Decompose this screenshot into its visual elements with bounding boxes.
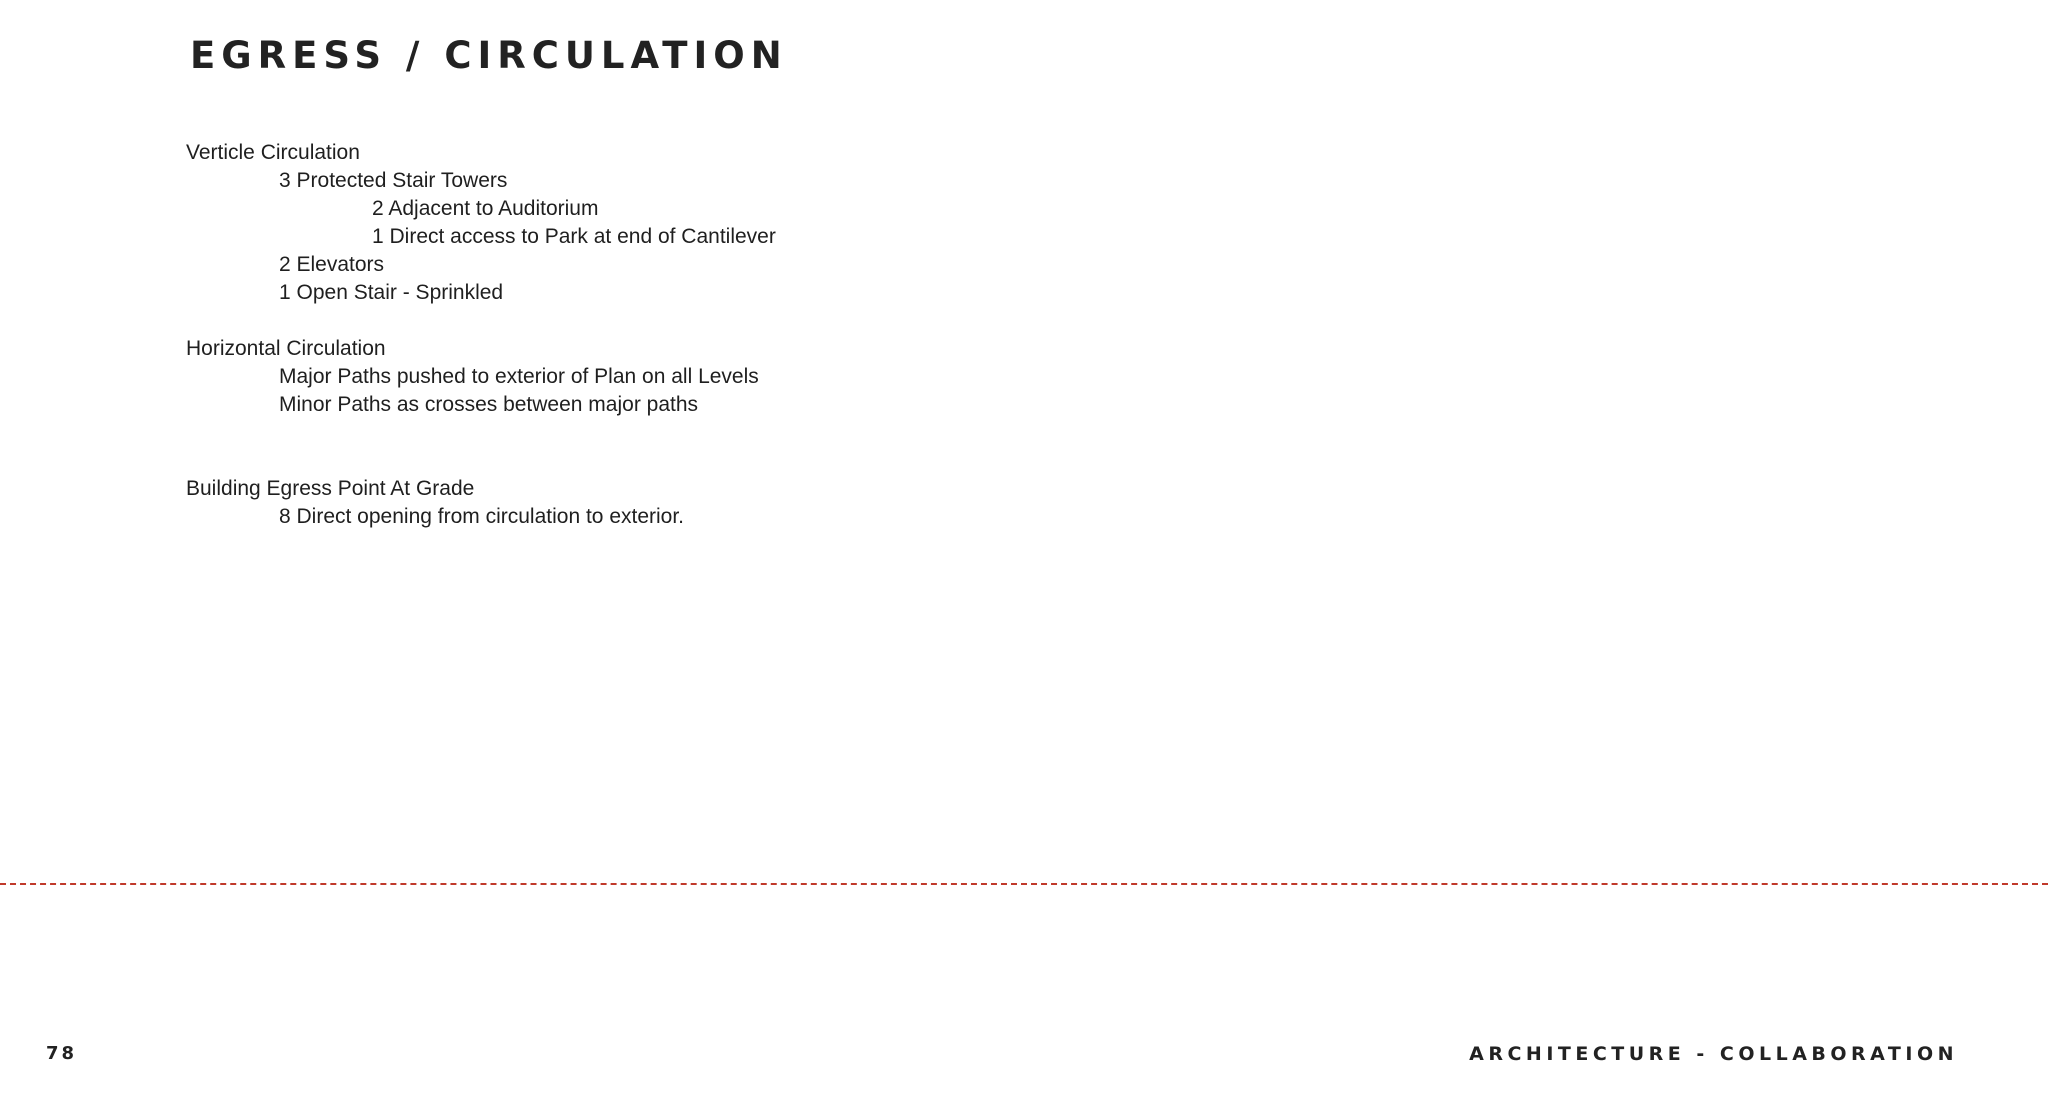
- section-spacer: [186, 419, 1086, 475]
- major-paths-item: Major Paths pushed to exterior of Plan on all Levels: [279, 365, 759, 388]
- egress-circulation-outline: [186, 139, 1086, 531]
- elevators-item: 2 Elevators: [279, 253, 385, 276]
- page-number: 78: [46, 1043, 78, 1064]
- running-footer-title: ARCHITECTURE - COLLABORATION: [1469, 1043, 1958, 1065]
- horizontal-circulation-heading: Horizontal Circulation: [186, 337, 386, 360]
- building-egress-heading: Building Egress Point At Grade: [186, 477, 475, 500]
- minor-paths-item: Minor Paths as crosses between major paths: [279, 393, 699, 416]
- open-stair-item: 1 Open Stair - Sprinkled: [279, 281, 504, 304]
- direct-openings-item: 8 Direct opening from circulation to exterior.: [279, 505, 685, 528]
- adjacent-auditorium-item: 2 Adjacent to Auditorium: [372, 197, 599, 220]
- vertical-circulation-heading: Verticle Circulation: [186, 141, 360, 164]
- stair-towers-item: 3 Protected Stair Towers: [279, 169, 508, 192]
- section-spacer: [186, 307, 1086, 335]
- dashed-divider: [0, 883, 2048, 885]
- page-title: EGRESS / CIRCULATION: [190, 34, 788, 77]
- direct-access-park-item: 1 Direct access to Park at end of Cantilever: [372, 225, 776, 248]
